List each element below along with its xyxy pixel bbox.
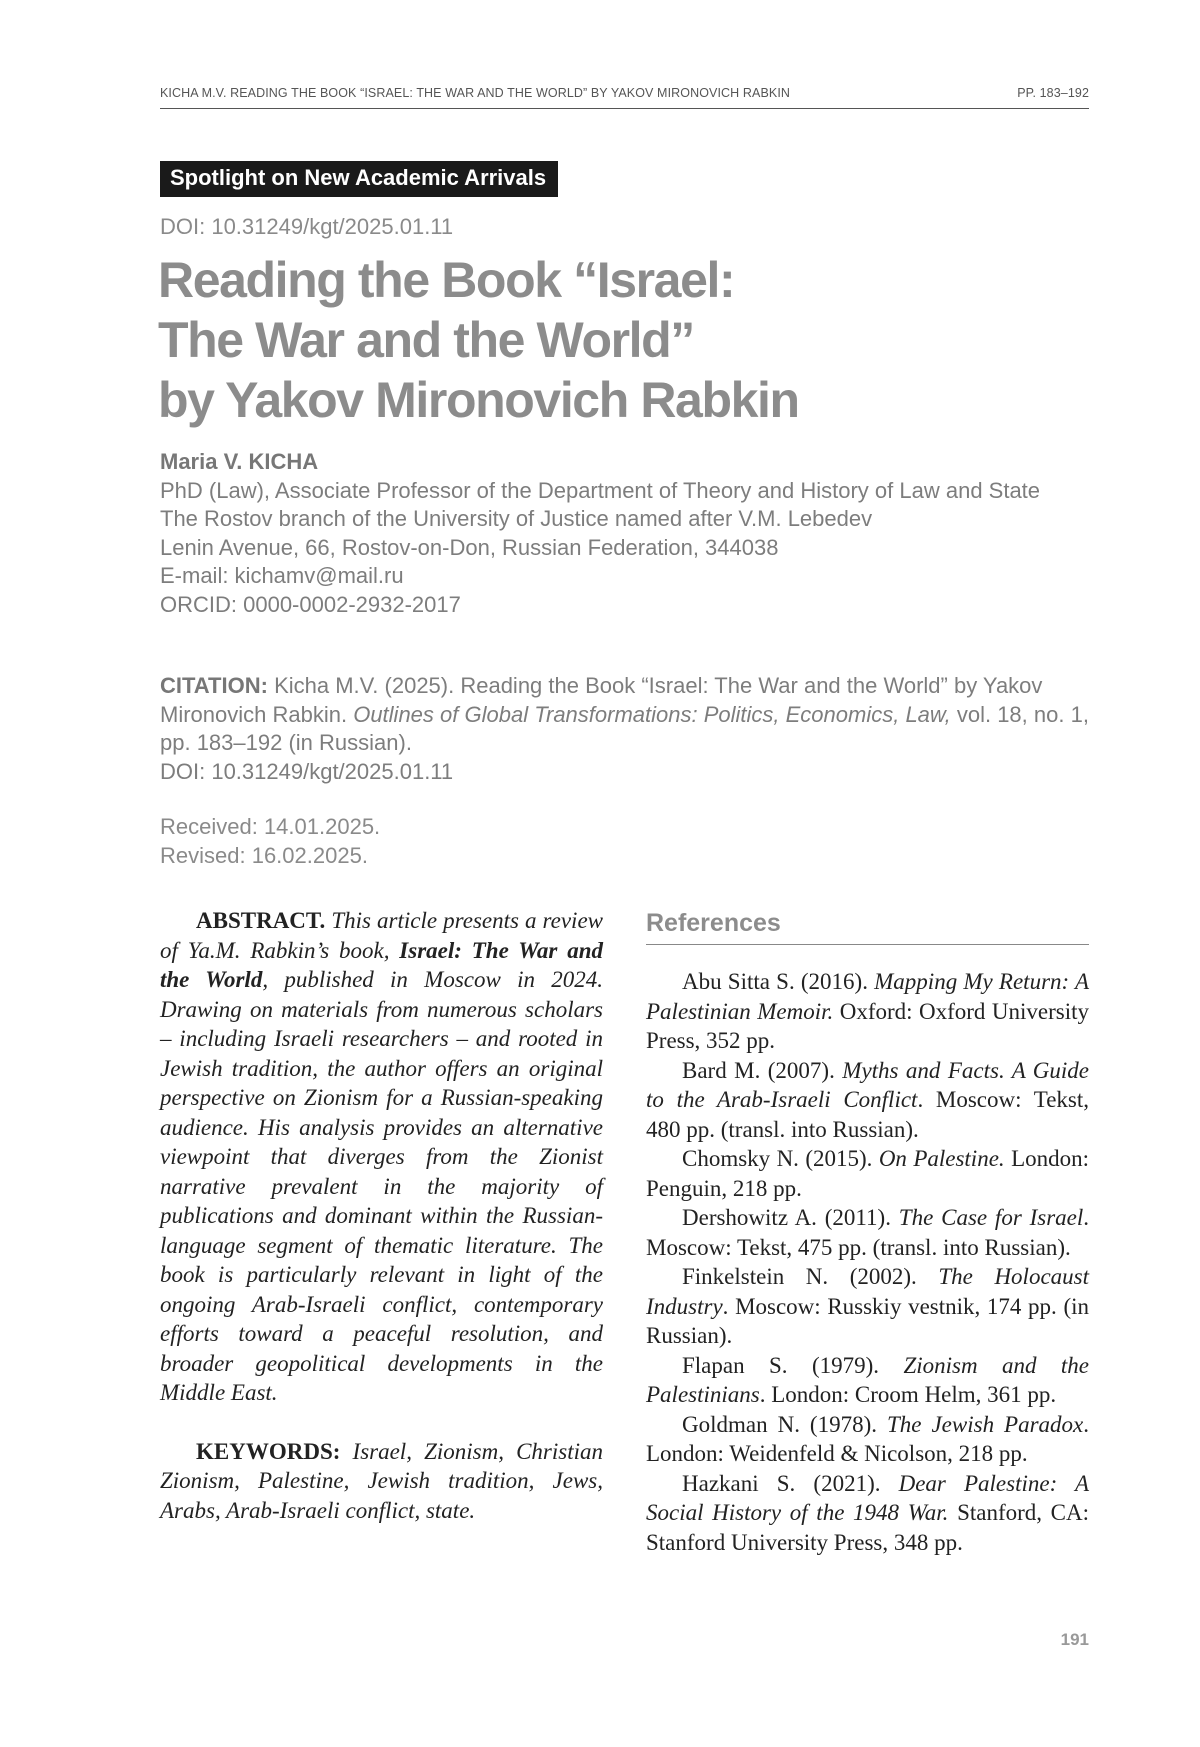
ref-rest: London: Penguin, 218 pp. [646,1146,1089,1201]
citation-journal: Outlines of Global Transformations: Politics, Economics, Law, [353,702,951,727]
ref-title: Myths and Facts. A Guide to the Arab-Israeli Conflict [646,1058,1089,1113]
citation-block [160,672,1090,786]
title-line: The War and the World” [158,310,1058,370]
author-position: PhD (Law), Associate Professor of the Department of Theory and History of Law and State [160,477,1090,506]
ref-title: On Palestine. [879,1146,1005,1171]
abstract-text: This article presents a review of Ya.M. Rabkin’s book, [160,908,603,963]
ref-rest: . Moscow: Tekst, 475 pp. (transl. into Russian). [646,1205,1089,1260]
ref-author: Finkelstein N. (2002). [682,1264,917,1289]
ref-rest: . Moscow: Tekst, 480 pp. (transl. into Russian). [646,1087,1089,1142]
citation-doi[interactable]: DOI: 10.31249/kgt/2025.01.11 [160,759,453,784]
reference-item [646,1262,1089,1351]
ref-rest: . Moscow: Russkiy vestnik, 174 pp. (in Russian). [646,1294,1089,1349]
section-label: Spotlight on New Academic Arrivals [160,161,558,197]
ref-rest: Stanford, CA: Stanford University Press, 348 pp. [646,1500,1089,1555]
author-orcid[interactable]: ORCID: 0000-0002-2932-2017 [160,591,1090,620]
citation-text: Kicha M.V. (2025). Reading the Book “Israel: The War and the World” by Yakov Mironovich Rabkin. [160,673,1042,727]
header-divider [160,108,1089,109]
citation-details: vol. 18, no. 1, pp. 183–192 (in Russian). [160,702,1089,756]
running-head-pages: PP. 183–192 [1017,86,1089,100]
author-address: Lenin Avenue, 66, Rostov-on-Don, Russian Federation, 344038 [160,534,1090,563]
keywords-label: KEYWORDS: [196,1439,340,1464]
ref-rest: Oxford: Oxford University Press, 352 pp. [646,999,1089,1054]
references-divider [646,944,1089,945]
received-date: Received: 14.01.2025. [160,813,760,842]
ref-author: Bard M. (2007). [682,1058,835,1083]
author-email[interactable]: E-mail: kichamv@mail.ru [160,562,1090,591]
ref-author: Dershowitz A. (2011). [682,1205,891,1230]
revised-date: Revised: 16.02.2025. [160,842,760,871]
ref-author: Goldman N. (1978). [682,1412,877,1437]
title-line: Reading the Book “Israel: [158,250,1058,310]
abstract-column [160,906,603,1525]
ref-author: Abu Sitta S. (2016). [682,969,868,994]
reference-item [646,1410,1089,1469]
reference-item [646,1351,1089,1410]
doi: DOI: 10.31249/kgt/2025.01.11 [160,214,453,240]
page-number: 191 [1040,1630,1089,1650]
reference-item [646,1056,1089,1145]
ref-title: Dear Palestine: A Social History of the 1948 War. [646,1471,1089,1526]
references-column [646,906,1089,1557]
ref-rest: . London: Weidenfeld & Nicolson, 218 pp. [646,1412,1089,1467]
ref-title: The Holocaust Industry [646,1264,1089,1319]
abstract-label: ABSTRACT. [196,908,325,933]
ref-author: Flapan S. (1979). [682,1353,879,1378]
reference-item [646,1469,1089,1558]
ref-title: Zionism and the Palestinians [646,1353,1089,1408]
ref-author: Chomsky N. (2015). [682,1146,872,1171]
citation-label: CITATION: [160,673,268,698]
abstract-text-continued: , published in Moscow in 2024. Drawing on materials from numerous scholars – including Israeli researchers – and rooted in Jewish tradition, the author offers an original perspective on Zionism for a Russian-speaking audience. His analysis provides an alternative viewpoint that diverges from the Zionist narrative prevalent in the majority of publications and dominant within the Russian-language segment of thematic literature. The book is particularly relevant in light of the ongoing Arab-Israeli conflict, contemporary efforts toward a peaceful resolution, and broader geopolitical developments in the Middle East. [160,967,603,1405]
ref-title: The Jewish Paradox [887,1412,1083,1437]
abstract-paragraph [160,906,603,1408]
running-head [160,86,1089,100]
ref-title: The Case for Israel [899,1205,1083,1230]
reference-item [646,1203,1089,1262]
keywords-paragraph [160,1437,603,1526]
reference-item [646,967,1089,1056]
ref-author: Hazkani S. (2021). [682,1471,880,1496]
author-name: Maria V. KICHA [160,448,1090,477]
article-title [158,250,1058,430]
references-heading: References [646,906,1089,944]
ref-title: Mapping My Return: A Palestinian Memoir. [646,969,1089,1024]
dates-block [160,813,760,870]
title-line: by Yakov Mironovich Rabkin [158,370,1058,430]
reference-item [646,1144,1089,1203]
abstract-book-title: Israel: The War and the World [160,938,603,993]
running-head-title: KICHA M.V. READING THE BOOK “ISRAEL: THE WAR AND THE WORLD” BY YAKOV MIRONOVICH RABKIN [160,86,790,100]
keywords-text: Israel, Zionism, Christian Zionism, Palestine, Jewish tradition, Jews, Arabs, Arab-Israeli conflict, state. [160,1439,603,1523]
author-affiliation: The Rostov branch of the University of Justice named after V.M. Lebedev [160,505,1090,534]
author-block [160,448,1090,619]
ref-rest: . London: Croom Helm, 361 pp. [760,1382,1056,1407]
